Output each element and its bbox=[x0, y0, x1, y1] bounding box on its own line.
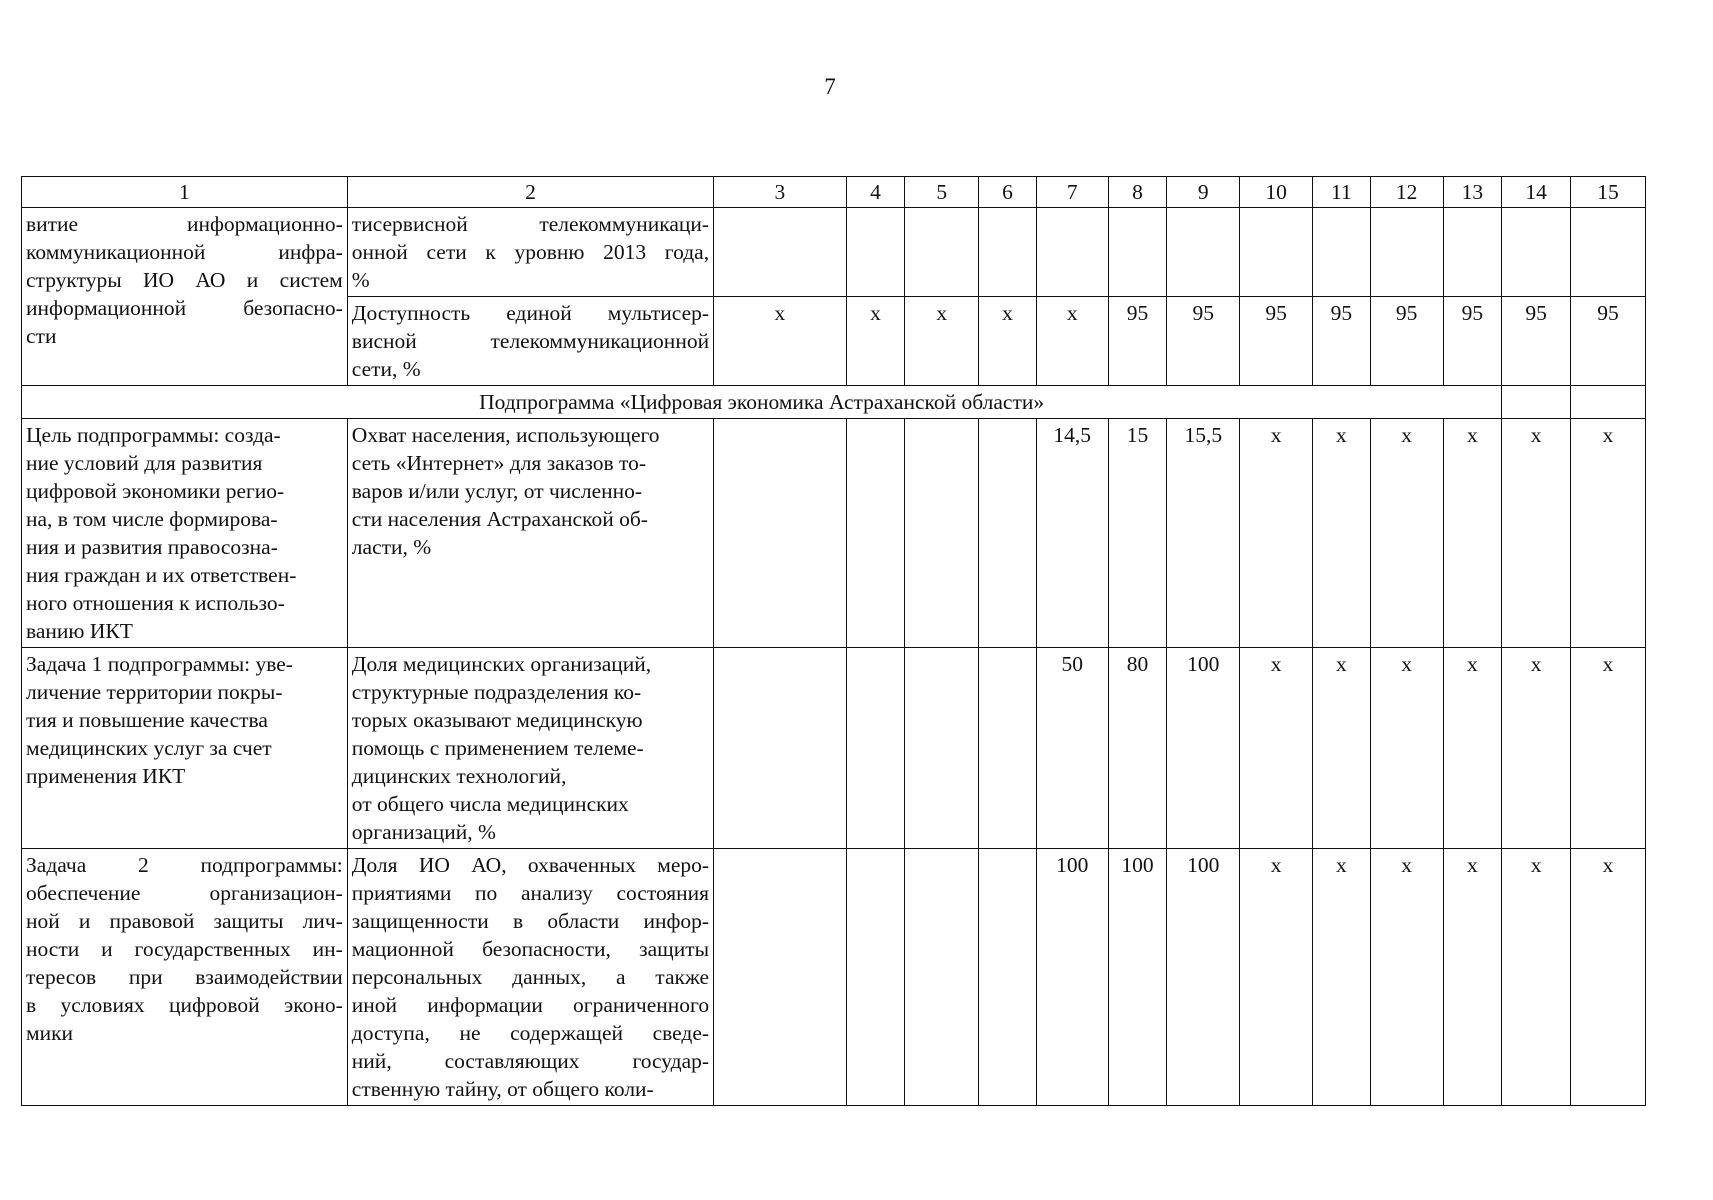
value-cell: x bbox=[1313, 849, 1371, 1106]
value-cell: x bbox=[1313, 419, 1371, 648]
text-line: доступа, не содержащей сведе- bbox=[351, 1021, 710, 1045]
table-row bbox=[22, 419, 1646, 648]
page-number: 7 bbox=[824, 74, 836, 99]
value-cell bbox=[714, 648, 847, 849]
text-line: сеть «Интернет» для заказов то- bbox=[351, 451, 647, 475]
value-cell bbox=[846, 648, 905, 849]
value-cell bbox=[905, 419, 979, 648]
value-cell bbox=[714, 208, 847, 297]
goal-cell bbox=[22, 849, 348, 1106]
value-cell bbox=[1313, 208, 1371, 297]
text-line: тисервисной телекоммуникаци- bbox=[351, 212, 710, 236]
goal-cell bbox=[22, 208, 348, 386]
text-line: медицинских услуг за счет bbox=[26, 736, 272, 760]
text-line: сти населения Астраханской об- bbox=[351, 507, 648, 531]
value-cell: x bbox=[979, 297, 1037, 386]
value-cell: x bbox=[846, 297, 905, 386]
value-cell bbox=[979, 419, 1037, 648]
value-cell: 95 bbox=[1240, 297, 1313, 386]
value-cell: 95 bbox=[1443, 297, 1502, 386]
value-cell bbox=[1502, 386, 1571, 419]
goal-cell bbox=[22, 648, 348, 849]
value-cell: x bbox=[1370, 419, 1443, 648]
value-cell: x bbox=[1240, 648, 1313, 849]
subprogram-row bbox=[22, 386, 1646, 419]
text-line: мационной безопасности, защиты bbox=[351, 937, 710, 961]
value-cell bbox=[1036, 208, 1108, 297]
text-line: организаций, % bbox=[351, 820, 496, 844]
text-line: висной телекоммуникационной bbox=[351, 329, 710, 353]
value-cell: 95 bbox=[1108, 297, 1167, 386]
column-header-6: 6 bbox=[979, 177, 1037, 208]
value-cell bbox=[714, 849, 847, 1106]
value-cell: 95 bbox=[1571, 297, 1646, 386]
value-cell: 95 bbox=[1167, 297, 1240, 386]
value-cell: 95 bbox=[1313, 297, 1371, 386]
value-cell bbox=[1571, 386, 1646, 419]
value-cell: x bbox=[1571, 648, 1646, 849]
indicator-cell bbox=[347, 648, 713, 849]
value-cell: x bbox=[1443, 648, 1502, 849]
text-line: от общего числа медицинских bbox=[351, 792, 629, 816]
text-line: на, в том числе формирова- bbox=[26, 507, 278, 531]
value-cell: x bbox=[714, 297, 847, 386]
value-cell: 15,5 bbox=[1167, 419, 1240, 648]
header-row bbox=[22, 177, 1646, 208]
value-cell bbox=[1240, 208, 1313, 297]
value-cell bbox=[905, 208, 979, 297]
text-line: ванию ИКТ bbox=[26, 619, 133, 643]
text-line: ние условий для развития bbox=[26, 451, 263, 475]
text-line: ного отношения к использо- bbox=[26, 591, 285, 615]
text-line: Доступность единой мультисер- bbox=[351, 301, 710, 325]
table-row bbox=[22, 208, 1646, 297]
text-line: торых оказывают медицинскую bbox=[351, 708, 643, 732]
indicator-cell bbox=[347, 297, 713, 386]
column-header-7: 7 bbox=[1036, 177, 1108, 208]
column-header-8: 8 bbox=[1108, 177, 1167, 208]
text-line: коммуникационной инфра- bbox=[26, 240, 343, 264]
value-cell: x bbox=[1502, 849, 1571, 1106]
column-header-15: 15 bbox=[1571, 177, 1646, 208]
column-header-10: 10 bbox=[1240, 177, 1313, 208]
text-line: сети, % bbox=[351, 357, 421, 381]
value-cell: x bbox=[1502, 419, 1571, 648]
text-line: обеспечение организацион- bbox=[26, 881, 343, 905]
text-line: Доля медицинских организаций, bbox=[351, 652, 652, 676]
value-cell: x bbox=[1571, 849, 1646, 1106]
value-cell: 100 bbox=[1036, 849, 1108, 1106]
text-line: ной и правовой защиты лич- bbox=[26, 909, 343, 933]
subprogram-title: Подпрограмма «Цифровая экономика Астраханской области» bbox=[22, 386, 1502, 419]
value-cell bbox=[905, 648, 979, 849]
value-cell: x bbox=[1036, 297, 1108, 386]
text-line: применения ИКТ bbox=[26, 764, 186, 788]
value-cell: 95 bbox=[1502, 297, 1571, 386]
text-line: тия и повышение качества bbox=[26, 708, 268, 732]
column-header-4: 4 bbox=[846, 177, 905, 208]
text-line: тересов при взаимодействии bbox=[26, 965, 343, 989]
indicators-table bbox=[21, 176, 1646, 1106]
value-cell bbox=[846, 849, 905, 1106]
value-cell bbox=[1370, 208, 1443, 297]
value-cell bbox=[979, 849, 1037, 1106]
value-cell: x bbox=[1571, 419, 1646, 648]
value-cell: x bbox=[1313, 648, 1371, 849]
value-cell: 80 bbox=[1108, 648, 1167, 849]
text-line: сти bbox=[26, 324, 57, 348]
text-line: защищенности в области инфор- bbox=[351, 909, 710, 933]
value-cell: 100 bbox=[1167, 849, 1240, 1106]
value-cell bbox=[846, 208, 905, 297]
goal-cell bbox=[22, 419, 348, 648]
text-line: ственную тайну, от общего коли- bbox=[351, 1077, 654, 1101]
text-line: витие информационно- bbox=[26, 212, 343, 236]
text-line: приятиями по анализу состояния bbox=[351, 881, 710, 905]
text-line: информационной безопасно- bbox=[26, 296, 343, 320]
text-line: ласти, % bbox=[351, 535, 432, 559]
value-cell: x bbox=[1370, 648, 1443, 849]
value-cell bbox=[1443, 208, 1502, 297]
text-line: Охват населения, использующего bbox=[351, 423, 660, 447]
indicator-cell bbox=[347, 849, 713, 1106]
value-cell: x bbox=[1240, 849, 1313, 1106]
value-cell: x bbox=[1443, 419, 1502, 648]
text-line: онной сети к уровню 2013 года, bbox=[351, 240, 710, 264]
column-header-9: 9 bbox=[1167, 177, 1240, 208]
text-line: Задача 2 подпрограммы: bbox=[26, 853, 343, 877]
value-cell: 14,5 bbox=[1036, 419, 1108, 648]
value-cell bbox=[714, 419, 847, 648]
indicator-cell bbox=[347, 208, 713, 297]
value-cell bbox=[1108, 208, 1167, 297]
value-cell: 100 bbox=[1108, 849, 1167, 1106]
value-cell: x bbox=[1443, 849, 1502, 1106]
text-line: иной информации ограниченного bbox=[351, 993, 710, 1017]
value-cell bbox=[1502, 208, 1571, 297]
text-line: личение территории покры- bbox=[26, 680, 283, 704]
table-row bbox=[22, 849, 1646, 1106]
value-cell: x bbox=[1370, 849, 1443, 1106]
text-line: ния и развития правосозна- bbox=[26, 535, 278, 559]
text-line: в условиях цифровой эконо- bbox=[26, 993, 343, 1017]
column-header-5: 5 bbox=[905, 177, 979, 208]
table-row bbox=[22, 648, 1646, 849]
text-line: % bbox=[351, 268, 370, 292]
text-line: персональных данных, а также bbox=[351, 965, 710, 989]
value-cell bbox=[1571, 208, 1646, 297]
column-header-3: 3 bbox=[714, 177, 847, 208]
text-line: ности и государственных ин- bbox=[26, 937, 343, 961]
column-header-13: 13 bbox=[1443, 177, 1502, 208]
value-cell bbox=[846, 419, 905, 648]
value-cell: x bbox=[905, 297, 979, 386]
value-cell bbox=[905, 849, 979, 1106]
column-header-11: 11 bbox=[1313, 177, 1371, 208]
text-line: ния граждан и их ответствен- bbox=[26, 563, 297, 587]
value-cell bbox=[979, 208, 1037, 297]
text-line: ний, составляющих государ- bbox=[351, 1049, 710, 1073]
text-line: помощь с применением телеме- bbox=[351, 736, 644, 760]
text-line: Задача 1 подпрограммы: уве- bbox=[26, 652, 293, 676]
column-header-2: 2 bbox=[347, 177, 713, 208]
text-line: структурные подразделения ко- bbox=[351, 680, 642, 704]
value-cell bbox=[1167, 208, 1240, 297]
text-line: дицинских технологий, bbox=[351, 764, 567, 788]
column-header-1: 1 bbox=[22, 177, 348, 208]
text-line: Цель подпрограммы: созда- bbox=[26, 423, 281, 447]
value-cell: 100 bbox=[1167, 648, 1240, 849]
column-header-14: 14 bbox=[1502, 177, 1571, 208]
text-line: мики bbox=[26, 1021, 74, 1045]
value-cell: 50 bbox=[1036, 648, 1108, 849]
value-cell: x bbox=[1502, 648, 1571, 849]
value-cell: x bbox=[1240, 419, 1313, 648]
text-line: варов и/или услуг, от численно- bbox=[351, 479, 643, 503]
indicator-cell bbox=[347, 419, 713, 648]
value-cell bbox=[979, 648, 1037, 849]
value-cell: 95 bbox=[1370, 297, 1443, 386]
text-line: структуры ИО АО и систем bbox=[26, 268, 343, 292]
column-header-12: 12 bbox=[1370, 177, 1443, 208]
text-line: цифровой экономики регио- bbox=[26, 479, 285, 503]
value-cell: 15 bbox=[1108, 419, 1167, 648]
text-line: Доля ИО АО, охваченных меро- bbox=[351, 853, 710, 877]
